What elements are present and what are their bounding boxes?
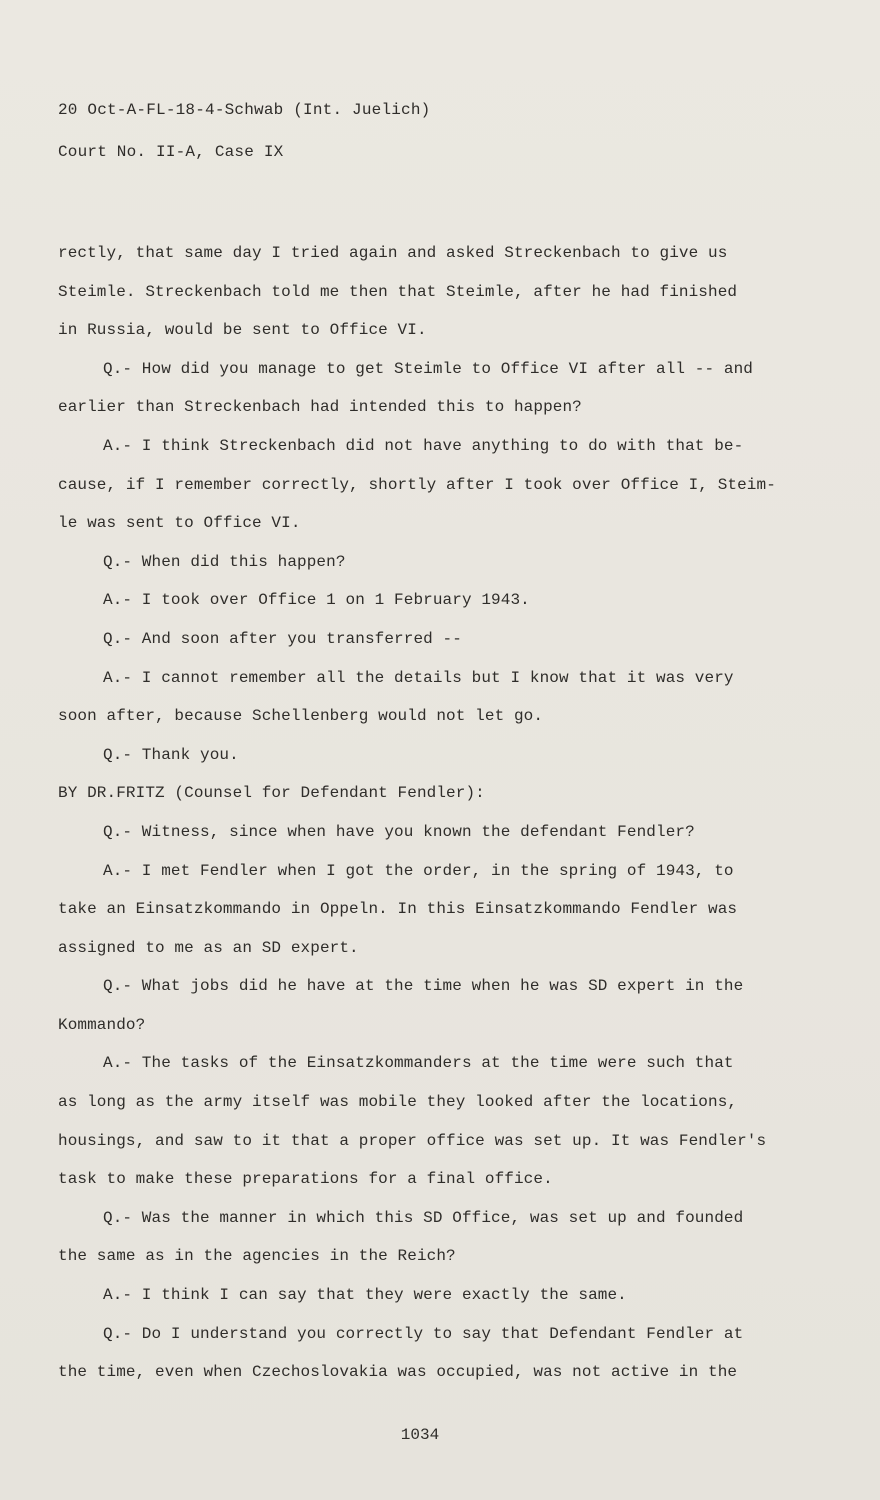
- transcript-line: the same as in the agencies in the Reich?: [58, 1247, 456, 1266]
- transcript-line: Q.- Thank you.: [103, 745, 239, 764]
- transcript-line: in Russia, would be sent to Office VI.: [58, 321, 427, 340]
- transcript-line: Q.- And soon after you transferred --: [103, 629, 462, 648]
- transcript-line: the time, even when Czechoslovakia was occupied, was not active in the: [58, 1363, 738, 1382]
- transcript-line: Q.- Was the manner in which this SD Office, was set up and founded: [103, 1208, 744, 1227]
- transcript-line: A.- I met Fendler when I got the order, in the spring of 1943, to: [103, 861, 734, 880]
- transcript-line: as long as the army itself was mobile they looked after the locations,: [58, 1093, 738, 1112]
- header-line-2: Court No. II-A, Case IX: [58, 143, 284, 161]
- transcript-line: A.- I think I can say that they were exactly the same.: [103, 1286, 627, 1305]
- transcript-line: A.- I think Streckenbach did not have anything to do with that be-: [103, 436, 744, 455]
- header-line-1: 20 Oct-A-FL-18-4-Schwab (Int. Juelich): [58, 101, 431, 119]
- transcript-line: BY DR.FRITZ (Counsel for Defendant Fendler):: [58, 784, 485, 803]
- transcript-line: earlier than Streckenbach had intended this to happen?: [58, 398, 582, 417]
- transcript-line: Q.- What jobs did he have at the time when he was SD expert in the: [103, 977, 744, 996]
- transcript-line: A.- The tasks of the Einsatzkommanders at the time were such that: [103, 1054, 734, 1073]
- transcript-line: housings, and saw to it that a proper office was set up. It was Fendler's: [58, 1131, 767, 1150]
- transcript-line: Q.- Do I understand you correctly to say that Defendant Fendler at: [103, 1324, 744, 1343]
- transcript-line: Steimle. Streckenbach told me then that Steimle, after he had finished: [58, 282, 738, 301]
- transcript-line: take an Einsatzkommando in Oppeln. In this Einsatzkommando Fendler was: [58, 900, 738, 919]
- transcript-line: Q.- Witness, since when have you known the defendant Fendler?: [103, 822, 695, 841]
- page-number: 1034: [400, 1426, 440, 1444]
- transcript-line: task to make these preparations for a final office.: [58, 1170, 553, 1189]
- transcript-line: A.- I took over Office 1 on 1 February 1943.: [103, 591, 530, 610]
- transcript-line: Kommando?: [58, 1015, 146, 1034]
- transcript-body: [58, 234, 858, 1392]
- transcript-line: Q.- When did this happen?: [103, 552, 346, 571]
- transcript-line: soon after, because Schellenberg would not let go.: [58, 707, 544, 726]
- transcript-line: A.- I cannot remember all the details but I know that it was very: [103, 668, 734, 687]
- transcript-line: cause, if I remember correctly, shortly after I took over Office I, Steim-: [58, 475, 776, 494]
- transcript-line: le was sent to Office VI.: [58, 514, 301, 533]
- transcript-line: assigned to me as an SD expert.: [58, 938, 359, 957]
- transcript-line: rectly, that same day I tried again and asked Streckenbach to give us: [58, 244, 728, 262]
- transcript-line: Q.- How did you manage to get Steimle to Office VI after all -- and: [103, 359, 754, 378]
